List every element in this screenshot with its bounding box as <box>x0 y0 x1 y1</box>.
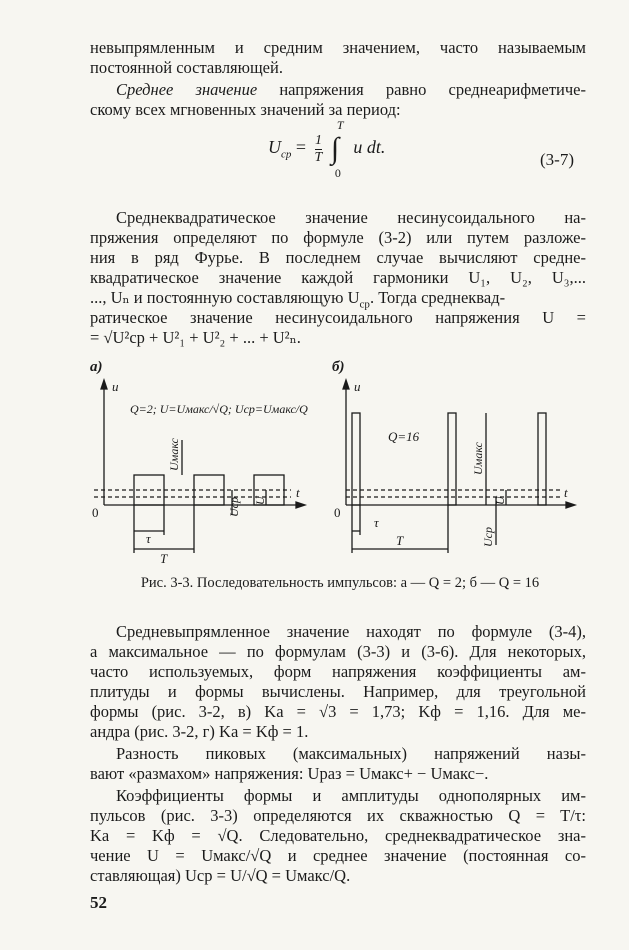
integral-upper: T <box>336 118 344 132</box>
tau-label-a: τ <box>146 531 151 546</box>
formula-3-7 <box>268 118 386 180</box>
formula-lhs: U <box>268 137 281 158</box>
pulse-b-3 <box>538 413 546 505</box>
term-average: Среднее значение <box>116 80 258 99</box>
text-line: пряжения определяют по формуле (3-2) или путем разложе- <box>90 228 586 247</box>
text-line: пульсов (рис. 3-3) определяются их скважностью Q = T/τ: <box>90 806 586 825</box>
pulse-b-2 <box>448 413 456 505</box>
formula-eq: = <box>291 137 311 158</box>
fraction-denominator: T <box>314 149 323 165</box>
text-line: Разность пиковых (максимальных) напряжений назы- <box>116 744 586 763</box>
ucp-label-b: Uср <box>481 527 495 547</box>
formula-fraction <box>315 133 323 166</box>
text-line: андра (рис. 3-2, г) Kа = Kф = 1. <box>90 722 309 741</box>
text-line: Среднеквадратическое значение несинусоидального на- <box>116 208 586 227</box>
arrow-t-b <box>566 502 575 508</box>
arrow-u-b <box>343 380 349 389</box>
text-line: = √U²ср + U²₁ + U²₂ + ... + U²ₙ. <box>90 328 301 347</box>
text-line: постоянной составляющей. <box>90 58 283 77</box>
q-label-b: Q=16 <box>388 429 420 444</box>
text-line: а максимальное — по формулам (3-3) и (3-6). Для некоторых, <box>90 642 586 661</box>
pulse-figure <box>86 355 586 570</box>
text-sub: ср <box>359 298 370 311</box>
text-line: плитуды и формы вычислены. Например, для треугольной <box>90 682 586 701</box>
integral-sign: ∫ T 0 <box>330 118 344 180</box>
text-span: напряжения равно среднеарифметиче- <box>257 80 586 99</box>
text-line: часто используемых, форм напряжения коэффициенты ам- <box>90 662 586 681</box>
text-span: ..., Uₙ и постоянную составляющую U <box>90 288 360 307</box>
equation-number: (3-7) <box>540 150 574 169</box>
umax-label-a: Uмакс <box>167 438 181 471</box>
arrow-t-a <box>296 502 305 508</box>
pulse-b-1 <box>352 413 360 505</box>
text-line: квадратическое значение каждой гармоники U₁, U₂, U₃,... <box>90 268 586 287</box>
origin-a: 0 <box>92 505 99 520</box>
text-line: ставляющая) Uср = U/√Q = Uмакс/Q. <box>90 866 351 885</box>
axis-label-u-a: u <box>112 379 119 394</box>
text-line: формы (рис. 3-2, в) Kа = √3 = 1,73; Kф = 1,16. Для ме- <box>90 702 586 721</box>
text-span: . Тогда среднеквад- <box>369 288 506 307</box>
u-label-b: U <box>493 496 507 505</box>
text-line: невыпрямленным и средним значением, часто называемым <box>90 38 586 57</box>
text-line: скому всех мгновенных значений за период: <box>90 100 401 119</box>
axis-label-u-b: u <box>354 379 361 394</box>
arrow-u-a <box>101 380 107 389</box>
umax-label-b: Uмакс <box>471 442 485 475</box>
origin-b: 0 <box>334 505 341 520</box>
tau-label-b: τ <box>374 515 379 530</box>
page-number: 52 <box>90 893 107 912</box>
text-line: ратическое значение несинусоидального напряжения U = <box>90 308 586 327</box>
axis-label-t-b: t <box>564 485 568 500</box>
formula-integrand: u dt. <box>353 137 386 158</box>
T-label-b: T <box>396 533 404 548</box>
figure-caption: Рис. 3-3. Последовательность импульсов: а — Q = 2; б — Q = 16 <box>140 575 540 591</box>
text-line: Средневыпрямленное значение находят по формуле (3-4), <box>116 622 586 641</box>
panel-label-a: а) <box>90 359 103 375</box>
formula-lhs-sub: ср <box>281 148 292 161</box>
formula-a: Q=2; U=Uмакс/√Q; Uср=Uмакс/Q <box>130 402 308 416</box>
axis-label-t-a: t <box>296 485 300 500</box>
text-line: чение U = Uмакс/√Q и среднее значение (постоянная со- <box>90 846 586 865</box>
text-line: Коэффициенты формы и амплитуды однополярных им- <box>116 786 586 805</box>
fraction-numerator: 1 <box>314 132 322 148</box>
T-label-a: T <box>160 551 168 566</box>
text-line: ния в ряд Фурье. В последнем случае вычисляют средне- <box>90 248 586 267</box>
text-line: вают «размахом» напряжения: Uраз = Uмакс+ − Uмакс−. <box>90 764 489 783</box>
text-line: Kа = Kф = √Q. Следовательно, среднеквадратическое зна- <box>90 826 586 845</box>
panel-label-b: б) <box>332 359 345 375</box>
text-line <box>116 80 586 100</box>
integral-lower: 0 <box>334 166 341 180</box>
u-label-a: U <box>253 496 267 505</box>
ucp-label-a: Uср <box>227 497 241 517</box>
